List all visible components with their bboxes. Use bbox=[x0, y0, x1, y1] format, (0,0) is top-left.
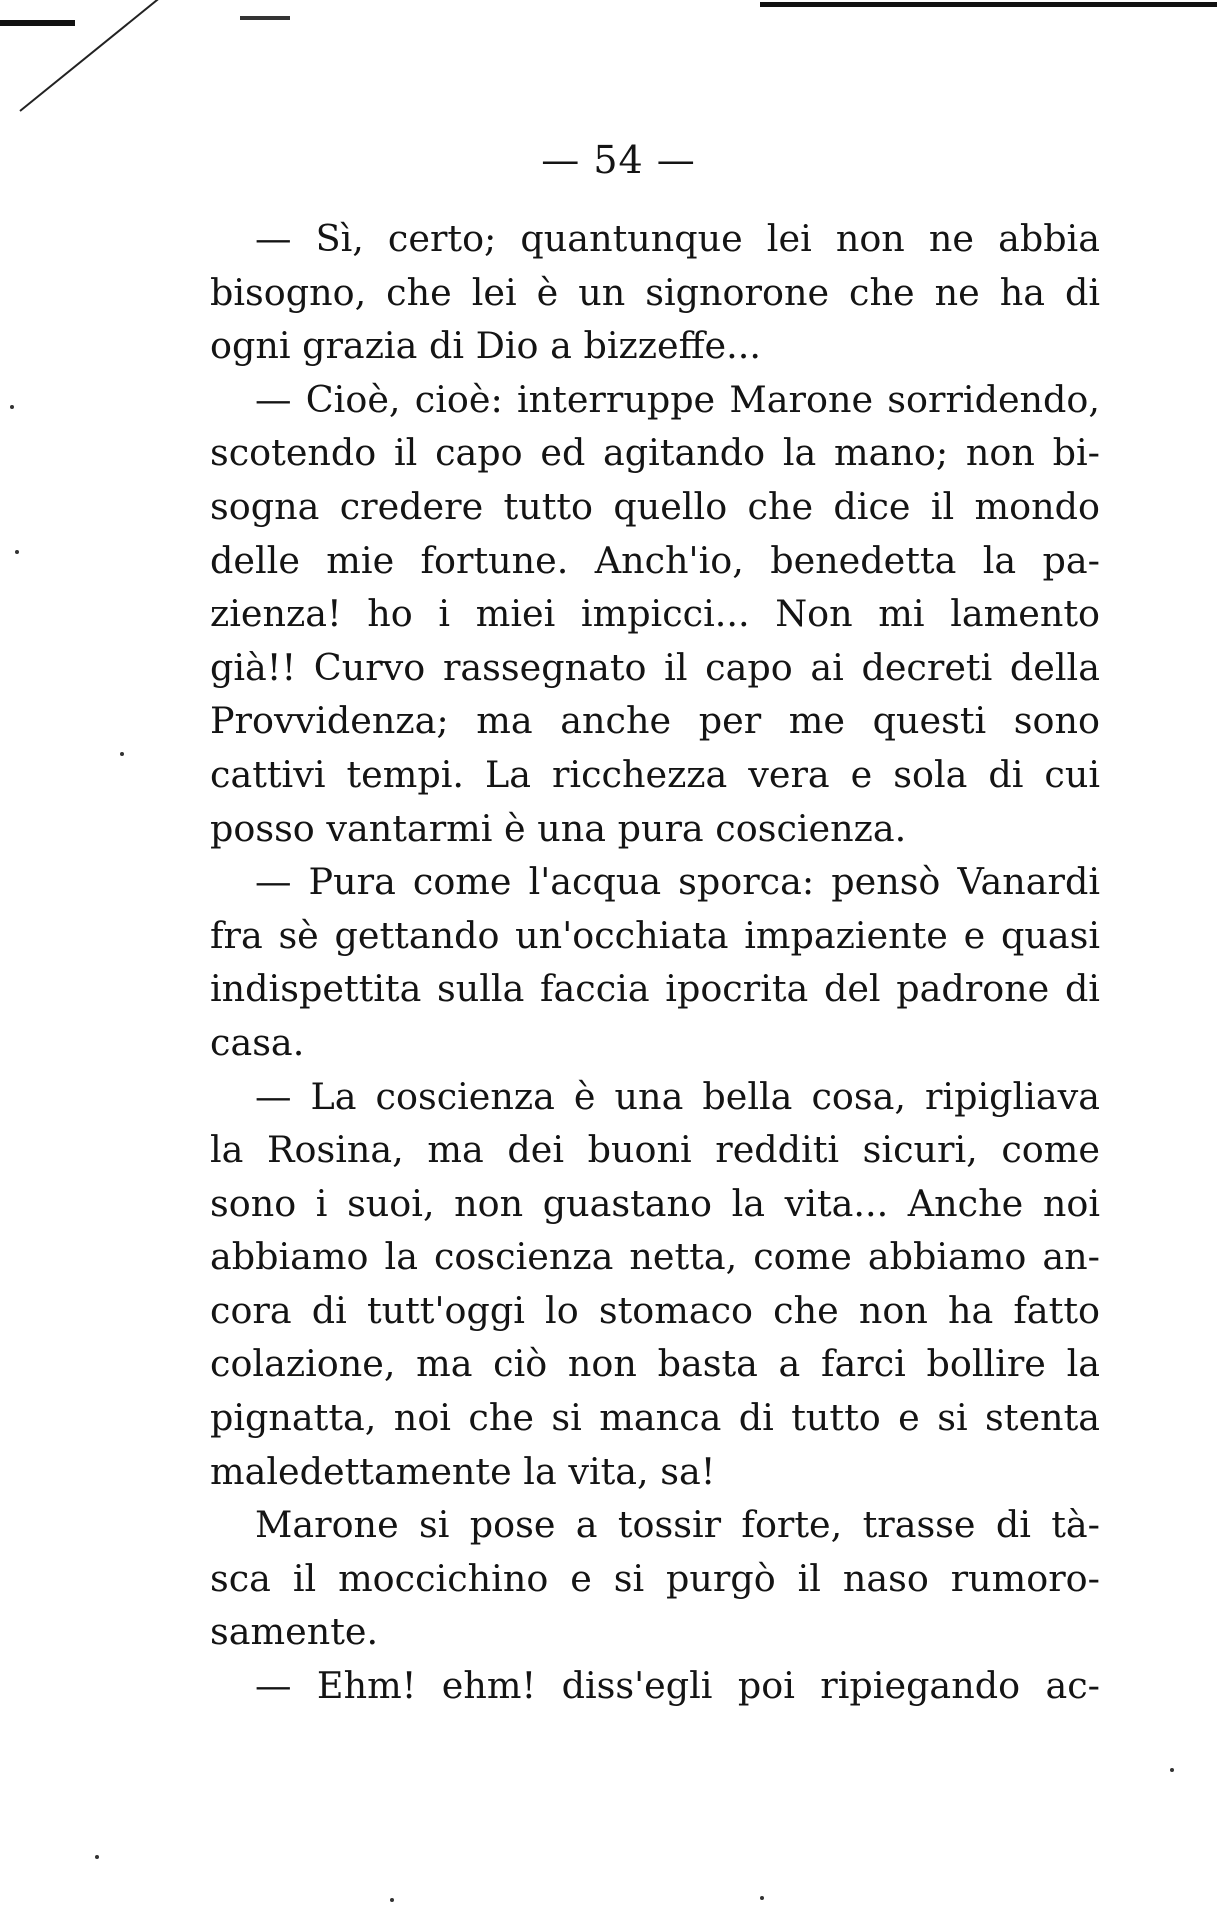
text-line: — Sì, certo; quantunque lei non ne abbia bbox=[255, 217, 1100, 260]
scan-speck bbox=[15, 550, 19, 554]
text-line: cattivi tempi. La ricchezza vera e sola di cui bbox=[210, 752, 1100, 796]
text-line: bisogno, che lei è un signorone che ne ha di bbox=[210, 270, 1100, 314]
text-line: Provvidenza; ma anche per me questi sono bbox=[210, 699, 1100, 743]
text-line: delle mie fortune. Anch'io, benedetta la pa- bbox=[210, 538, 1100, 582]
text-line: maledettamente la vita, sa! bbox=[210, 1449, 716, 1493]
text-line: — La coscienza è una bella cosa, ripigliava bbox=[255, 1074, 1100, 1118]
text-line: sono i suoi, non guastano la vita... Anche noi bbox=[210, 1181, 1100, 1225]
pencil-stroke bbox=[19, 0, 230, 112]
text-line: — Ehm! ehm! diss'egli poi ripiegando ac- bbox=[255, 1664, 1100, 1708]
scan-speck bbox=[1170, 1768, 1174, 1772]
page-body bbox=[210, 212, 1100, 1713]
text-line: posso vantarmi è una pura coscienza. bbox=[210, 806, 907, 850]
text-line: casa. bbox=[210, 1020, 305, 1064]
text-line: sogna credere tutto quello che dice il mondo bbox=[210, 484, 1100, 528]
text-line: zienza! ho i miei impicci... Non mi lamento bbox=[210, 592, 1100, 636]
page-number: — 54 — bbox=[541, 138, 696, 182]
text-line: samente. bbox=[210, 1610, 379, 1654]
scan-artifact bbox=[0, 20, 75, 26]
scan-artifact bbox=[240, 16, 290, 20]
text-line: colazione, ma ciò non basta a farci bollire la bbox=[210, 1342, 1100, 1386]
text-line: già!! Curvo rassegnato il capo ai decreti della bbox=[210, 645, 1100, 689]
text-line: scotendo il capo ed agitando la mano; non bi- bbox=[210, 431, 1100, 475]
text-line: Marone si pose a tossir forte, trasse di tà- bbox=[255, 1503, 1100, 1547]
text-line: sca il moccichino e si purgò il naso rumoro- bbox=[210, 1556, 1100, 1600]
scan-speck bbox=[760, 1896, 764, 1900]
scan-artifact bbox=[760, 2, 1217, 7]
text-line: abbiamo la coscienza netta, come abbiamo an- bbox=[210, 1235, 1100, 1279]
text-line: — Pura come l'acqua sporca: pensò Vanardi bbox=[255, 860, 1100, 904]
text-line: ogni grazia di Dio a bizzeffe... bbox=[210, 324, 761, 368]
scan-speck bbox=[390, 1898, 394, 1902]
text-line: indispettita sulla faccia ipocrita del padrone di bbox=[210, 967, 1100, 1011]
text-line: — Cioè, cioè: interruppe Marone sorridendo, bbox=[255, 377, 1100, 421]
text-line: pignatta, noi che si manca di tutto e si stenta bbox=[210, 1396, 1100, 1440]
scan-speck bbox=[95, 1855, 99, 1859]
scan-speck bbox=[120, 752, 124, 756]
text-line: fra sè gettando un'occhiata impaziente e quasi bbox=[210, 913, 1100, 957]
scan-speck bbox=[10, 405, 14, 409]
text-line: cora di tutt'oggi lo stomaco che non ha fatto bbox=[210, 1288, 1100, 1332]
text-line: la Rosina, ma dei buoni redditi sicuri, come bbox=[210, 1128, 1100, 1172]
